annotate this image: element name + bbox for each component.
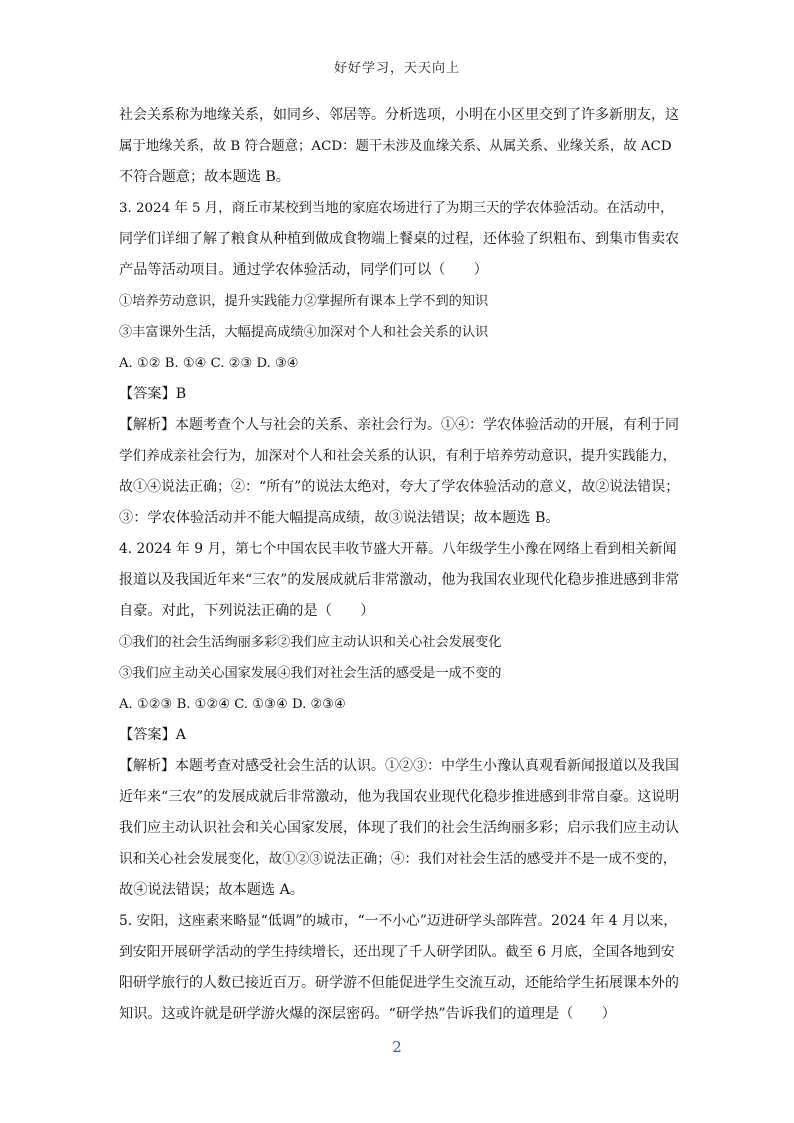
page-header: 好好学习，天天向上 <box>333 61 460 76</box>
analysis-line: 近年来“三农”的发展成就后非常激动，他为我国农业现代化稳步推进感到非常自豪。这说明 <box>119 789 680 805</box>
text-line: 报道以及我国近年来“三农”的发展成就后非常激动，他为我国农业现代化稳步推进感到非常 <box>119 572 680 588</box>
analysis-line: 【解析】本题考查个人与社会的关系、亲社会行为。①④：学农体验活动的开展，有利于同 <box>119 417 679 433</box>
text-line: 同学们详细了解了粮食从种植到做成食物端上餐桌的过程，还体验了织粗布、到集市售卖农 <box>119 231 679 247</box>
analysis-line: 故①④说法正确；②：“所有”的说法太绝对，夸大了学农体验活动的意义，故②说法错误； <box>119 479 680 495</box>
text-line: 知识。这或许就是研学游火爆的深层密码。“研学热”告诉我们的道理是（ ） <box>119 1006 616 1022</box>
analysis-line: 我们应主动认识社会和关心国家发展，体现了我们的社会生活绚丽多彩；启示我们应主动认 <box>119 820 679 836</box>
page-number: 2 <box>392 1038 402 1056</box>
text-line: 不符合题意；故本题选 B。 <box>119 169 290 185</box>
option-line: ③丰富课外生活，大幅提高成绩④加深对个人和社会关系的认识 <box>119 325 489 340</box>
question-3-stem: 3. 2024 年 5 月，商丘市某校到当地的家庭农场进行了为期三天的学农体验活动。在活动中， <box>119 201 674 216</box>
analysis-line: 学们养成亲社会行为，加深对个人和社会关系的认识，有利于培养劳动意识，提升实践能力， <box>119 448 677 464</box>
answer-label: 【答案】A <box>119 727 186 743</box>
analysis-line: 故④说法错误；故本题选 A。 <box>119 882 305 898</box>
text-line: 到安阳开展研学活动的学生持续增长，还出现了千人研学团队。截至 6 月底，全国各地到安 <box>119 944 675 960</box>
page-content <box>119 100 679 1030</box>
text-line: 阳研学旅行的人数已接近百万。研学游不但能促进学生交流互动，还能给学生拓展课本外的 <box>119 975 679 991</box>
question-5-stem: 5. 安阳，这座素来略显“低调”的城市，“一不小心”迈进研学头部阵营。2024 年 4 月以来， <box>119 913 678 929</box>
text-line: 属于地缘关系，故 B 符合题意；ACD：题干未涉及血缘关系、从属关系、业缘关系，故 ACD <box>119 139 672 154</box>
option-line: ③我们应主动关心国家发展④我们对社会生活的感受是一成不变的 <box>119 666 502 681</box>
analysis-line: ③：学农体验活动并不能大幅提高成绩，故③说法错误；故本题选 B。 <box>119 510 560 526</box>
question-4-stem: 4. 2024 年 9 月，第七个中国农民丰收节盛大开幕。八年级学生小豫在网络上看到相关新闻 <box>119 541 677 557</box>
option-line: ①培养劳动意识，提升实践能力②掌握所有课本上学不到的知识 <box>119 294 489 309</box>
answer-label: 【答案】B <box>119 386 187 402</box>
analysis-line: 识和关心社会发展变化，故①②③说法正确；④：我们对社会生活的感受并不是一成不变的， <box>119 851 677 867</box>
option-line: ①我们的社会生活绚丽多彩②我们应主动认识和关心社会发展变化 <box>119 635 502 650</box>
choice-line: A. ①②③ B. ①②④ C. ①③④ D. ②③④ <box>119 697 346 712</box>
choice-line: A. ①② B. ①④ C. ②③ D. ③④ <box>119 356 299 371</box>
text-line: 自豪。对此，下列说法正确的是（ ） <box>119 603 375 619</box>
text-line: 社会关系称为地缘关系，如同乡、邻居等。分析选项，小明在小区里交到了许多新朋友，这 <box>119 107 679 123</box>
analysis-line: 【解析】本题考查对感受社会生活的认识。①②③：中学生小豫认真观看新闻报道以及我国 <box>119 758 679 774</box>
text-line: 产品等活动项目。通过学农体验活动，同学们可以（ ） <box>119 262 488 278</box>
